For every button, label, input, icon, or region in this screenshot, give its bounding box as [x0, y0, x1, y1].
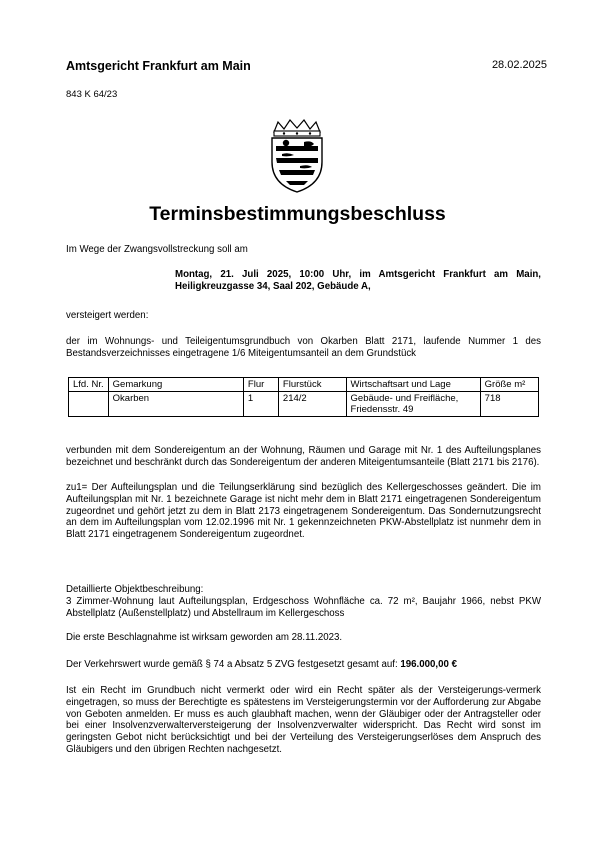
combined-text: verbunden mit dem Sondereigentum an der Wohnung, Räumen und Garage mit Nr. 1 des Aufteilungsplanes bezeichnet und beschränkt durch das Sondereigentum der anderen Miteigentumsanteile (Blatt 2171 bis 2176).: [66, 445, 541, 468]
table-header-cell: Gemarkung: [108, 378, 243, 392]
table-row: [69, 392, 539, 417]
rights-text: Ist ein Recht im Grundbuch nicht vermerkt oder wird ein Recht später als der Versteigerungs-vermerk eingetragen, so muss der Berechtigte es spätestens im Versteigerungstermin vor der Aufforderung zur Abgabe von Geboten anmelden. Er muss es auch glaubhaft machen, wenn der Gläubiger oder der Antragsteller oder bei einer Insolvenzverwalterversteigerung der Insolvenzverwalter widerspricht. Das Recht wird sonst im geringsten Gebot nicht berücksichtigt und bei der Verteilung des Versteigerungserlöses dem Anspruch des Gläubigers und den übrigen Rechten nachgesetzt.: [66, 685, 541, 755]
table-cell: 1: [243, 392, 278, 417]
auction-line: versteigert werden:: [66, 310, 149, 321]
table-header-cell: Lfd. Nr.: [69, 378, 109, 392]
appointment-text: Montag, 21. Juli 2025, 10:00 Uhr, im Amtsgericht Frankfurt am Main, Heiligkreuzgasse 34, Saal 202, Gebäude A,: [175, 269, 541, 292]
object-heading: Detaillierte Objektbeschreibung:: [66, 584, 204, 595]
case-number: 843 K 64/23: [66, 89, 118, 100]
court-name: Amtsgericht Frankfurt am Main: [66, 59, 251, 73]
property-intro: der im Wohnungs- und Teileigentumsgrundbuch von Okarben Blatt 2171, laufende Nummer 1 des Bestandsverzeichnisses eingetragene 1/6 Miteigentumsanteil an dem Grundstück: [66, 336, 541, 359]
seizure-text: Die erste Beschlagnahme ist wirksam geworden am 28.11.2023.: [66, 632, 343, 643]
table-header-cell: Größe m²: [480, 378, 538, 392]
table-header-cell: Flur: [243, 378, 278, 392]
table-cell: Okarben: [108, 392, 243, 417]
intro-text: Im Wege der Zwangsvollstreckung soll am: [66, 244, 248, 255]
table-header-cell: Wirtschaftsart und Lage: [346, 378, 480, 392]
table-header-cell: Flurstück: [278, 378, 346, 392]
table-header-row: [69, 378, 539, 392]
object-description: 3 Zimmer-Wohnung laut Aufteilungsplan, Erdgeschoss Wohnfläche ca. 72 m², Baujahr 1966, nebst PKW Abstellplatz (Außenstellplatz) und Abstellraum im Kellergeschoss: [66, 596, 541, 619]
value-line: [66, 659, 541, 671]
table-cell: 718: [480, 392, 538, 417]
value-amount: 196.000,00 €: [400, 659, 457, 670]
document-title: Terminsbestimmungsbeschluss: [149, 203, 446, 225]
note-text: zu1= Der Aufteilungsplan und die Teilungserklärung sind bezüglich des Kellergeschosses geändert. Die im Aufteilungsplan mit Nr. 1 bezeichnete Garage ist nicht mehr dem in Blatt 2171 eingetragenen Sondereigentum zugeordnet und gehört jetzt zu dem in Blatt 2173 eingetragenem Sondereigentum. Das Sondernutzungsrecht an dem im Aufteilungsplan vom 12.02.1996 mit Nr. 1 gekennzeichneten PKW-Abstellplatz ist nunmehr dem in Blatt 2171 eingetragenem Sondereigentum zugeordnet.: [66, 482, 541, 541]
table-cell: [69, 392, 109, 417]
document-date: 28.02.2025: [491, 59, 547, 71]
value-text: Der Verkehrswert wurde gemäß § 74 a Absatz 5 ZVG festgesetzt gesamt auf:: [66, 659, 398, 670]
table-cell: Gebäude- und Freifläche, Friedensstr. 49: [346, 392, 480, 417]
coat-of-arms-icon: [264, 118, 330, 194]
property-table: [68, 377, 539, 417]
table-cell: 214/2: [278, 392, 346, 417]
